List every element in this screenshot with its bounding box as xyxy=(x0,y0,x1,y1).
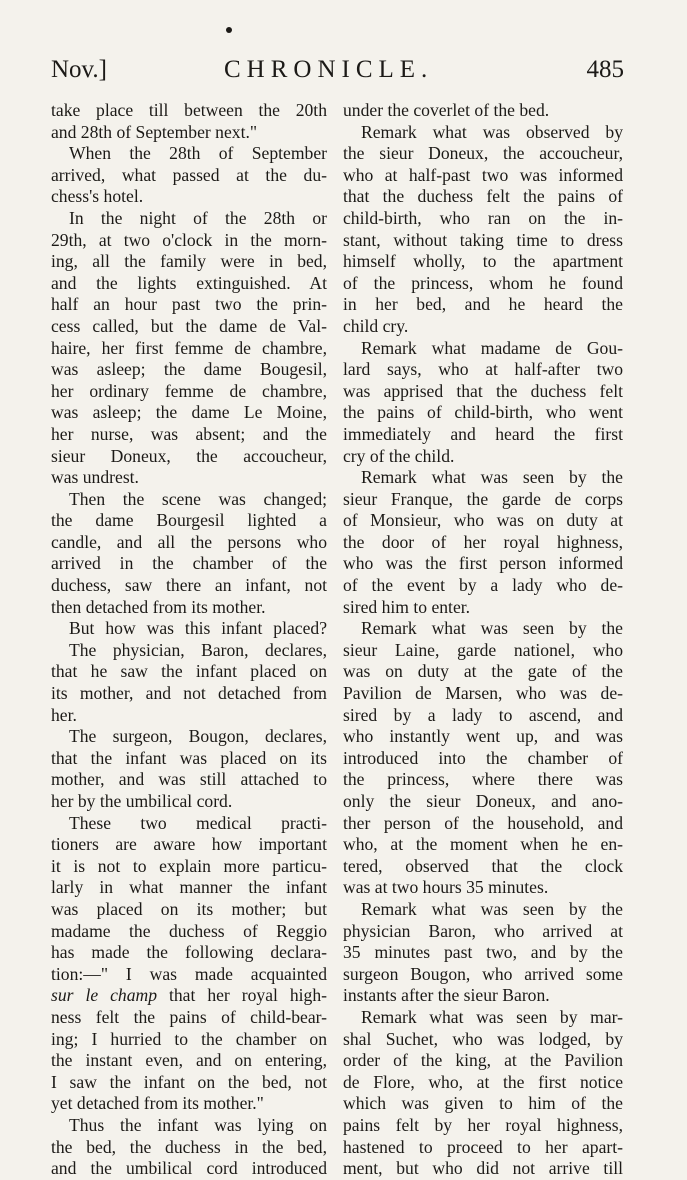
text-line: ment, but who did not arrive till xyxy=(343,1158,623,1179)
text-line: ing; I hurried to the chamber on xyxy=(51,1028,327,1049)
text-line: tion:—" I was made acquainted xyxy=(51,963,327,984)
text-line: sieur Laine, garde nationel, who xyxy=(343,639,623,660)
text-line: her ordinary femme de chambre, xyxy=(51,380,327,401)
text-line: larly in what manner the infant xyxy=(51,877,327,898)
text-line: yet detached from its mother." xyxy=(51,1093,264,1114)
text-line: her nurse, was absent; and the xyxy=(51,423,327,444)
text-line: who instantly went up, and was xyxy=(343,726,623,747)
text-line: lard says, who at half-after two xyxy=(343,359,623,380)
text-line: sieur Doneux, the accoucheur, xyxy=(51,445,327,466)
text-line: child cry. xyxy=(343,315,409,336)
text-line: Remark what was seen by the xyxy=(361,898,623,919)
text-line: 29th, at two o'clock in the morn- xyxy=(51,229,327,250)
text-line: ther person of the household, and xyxy=(343,812,623,833)
text-line: sur le champ that her royal high- xyxy=(51,985,327,1006)
text-line: and the lights extinguished. At xyxy=(51,272,327,293)
text-line: immediately and heard the first xyxy=(343,423,623,444)
text-line: the instant even, and on entering, xyxy=(51,1050,327,1071)
text-line: When the 28th of September xyxy=(69,143,327,164)
text-line: The surgeon, Bougon, declares, xyxy=(69,726,327,747)
text-line: her. xyxy=(51,704,77,725)
text-line: 35 minutes past two, and by the xyxy=(343,942,623,963)
text-line: of the event by a lady who de- xyxy=(343,575,623,596)
text-line: the princess, where there was xyxy=(343,769,623,790)
text-line: hastened to proceed to her apart- xyxy=(343,1136,623,1157)
text-line: has made the following declara- xyxy=(51,942,327,963)
text-line: who was the first person informed xyxy=(343,553,623,574)
text-line: In the night of the 28th or xyxy=(69,207,327,228)
text-line: arrived in the chamber of the xyxy=(51,553,327,574)
text-line: her by the umbilical cord. xyxy=(51,791,233,811)
text-line: Remark what was observed by xyxy=(361,121,623,142)
text-line: chess's hotel. xyxy=(51,186,144,207)
text-line: order of the king, at the Pavilion xyxy=(343,1050,623,1071)
text-line: arrived, what passed at the du- xyxy=(51,164,327,185)
text-line: madame the duchess of Reggio xyxy=(51,920,327,941)
text-line: under the coverlet of the bed. xyxy=(343,100,550,120)
text-line: de Flore, who, at the first notice xyxy=(343,1071,623,1092)
text-line: mother, and was still attached to xyxy=(51,769,327,790)
right-column xyxy=(343,100,623,1180)
text-line: Remark what was seen by the xyxy=(361,618,623,639)
text-line: Remark what was seen by mar- xyxy=(361,1006,623,1027)
text-line: But how was this infant placed? xyxy=(69,618,327,639)
text-line: the sieur Doneux, the accoucheur, xyxy=(343,143,623,164)
text-line: These two medical practi- xyxy=(69,812,327,833)
text-line: ness felt the pains of child-bear- xyxy=(51,1006,327,1027)
text-line: I saw the infant on the bed, not xyxy=(51,1071,327,1092)
text-line: surgeon Bougon, who arrived some xyxy=(343,963,623,984)
text-line: the door of her royal highness, xyxy=(343,531,623,552)
text-line: tered, observed that the clock xyxy=(343,855,623,876)
text-line: haire, her first femme de chambre, xyxy=(51,337,327,358)
printer-mark xyxy=(226,27,232,33)
text-line: was at two hours 35 minutes. xyxy=(343,877,549,898)
text-line: who, at the moment when he en- xyxy=(343,834,623,855)
text-line: only the sieur Doneux, and ano- xyxy=(343,791,623,811)
text-line: that the infant was placed on its xyxy=(51,747,327,768)
text-line: take place till between the 20th xyxy=(51,100,327,120)
text-line: Then the scene was changed; xyxy=(69,488,327,509)
text-line: was undrest. xyxy=(51,467,139,488)
text-line: candle, and all the persons who xyxy=(51,531,327,552)
text-line: tioners are aware how important xyxy=(51,834,327,855)
text-line: ing, all the family were in bed, xyxy=(51,251,327,272)
text-line: it is not to explain more particu- xyxy=(51,855,327,876)
text-line: was asleep; the dame Bougesil, xyxy=(51,359,327,380)
header-title: CHRONICLE. xyxy=(224,56,434,83)
text-line: that the duchess felt the pains of xyxy=(343,186,623,207)
text-line: the pains of child-birth, who went xyxy=(343,402,623,423)
text-line: of Monsieur, who was on duty at xyxy=(343,510,623,531)
text-line: Pavilion de Marsen, who was de- xyxy=(343,683,623,704)
text-line: that he saw the infant placed on xyxy=(51,661,327,682)
text-line: then detached from its mother. xyxy=(51,596,266,617)
left-column xyxy=(51,100,327,1180)
text-line: cry of the child. xyxy=(343,445,455,466)
text-line: pains felt by her royal highness, xyxy=(343,1114,623,1135)
text-line: duchess, saw there an infant, not xyxy=(51,575,327,596)
text-line: Thus the infant was lying on xyxy=(69,1114,327,1135)
header-month: Nov.] xyxy=(51,56,108,83)
text-line: who at half-past two was informed xyxy=(343,164,623,185)
page-number: 485 xyxy=(586,56,624,83)
text-line: half an hour past two the prin- xyxy=(51,294,327,315)
text-line: and the umbilical cord introduced xyxy=(51,1158,327,1179)
text-line: and 28th of September next." xyxy=(51,121,258,142)
text-line: stant, without taking time to dress xyxy=(343,229,623,250)
text-line: the dame Bourgesil lighted a xyxy=(51,510,327,531)
text-line: shal Suchet, who was lodged, by xyxy=(343,1028,623,1049)
text-line: The physician, Baron, declares, xyxy=(69,639,327,660)
text-line: child-birth, who ran on the in- xyxy=(343,207,623,228)
text-line: which was given to him of the xyxy=(343,1093,623,1114)
text-line: its mother, and not detached from xyxy=(51,683,327,704)
text-line: was placed on its mother; but xyxy=(51,898,327,919)
text-line: sired by a lady to ascend, and xyxy=(343,704,623,725)
text-line: Remark what madame de Gou- xyxy=(361,337,623,358)
text-line: introduced into the chamber of xyxy=(343,747,623,768)
text-line: was on duty at the gate of the xyxy=(343,661,623,682)
text-line: instants after the sieur Baron. xyxy=(343,985,550,1006)
text-line: was apprised that the duchess felt xyxy=(343,380,623,401)
text-line: cess called, but the dame de Val- xyxy=(51,315,327,336)
text-line: was asleep; the dame Le Moine, xyxy=(51,402,327,423)
text-line: sieur Franque, the garde de corps xyxy=(343,488,623,509)
text-line: physician Baron, who arrived at xyxy=(343,920,623,941)
text-line: sired him to enter. xyxy=(343,596,471,617)
text-line: himself wholly, to the apartment xyxy=(343,251,623,272)
running-header xyxy=(51,50,624,86)
text-line: in her bed, and he heard the xyxy=(343,294,623,315)
text-line: of the princess, whom he found xyxy=(343,272,623,293)
text-line: Remark what was seen by the xyxy=(361,467,623,488)
text-line: the bed, the duchess in the bed, xyxy=(51,1136,327,1157)
